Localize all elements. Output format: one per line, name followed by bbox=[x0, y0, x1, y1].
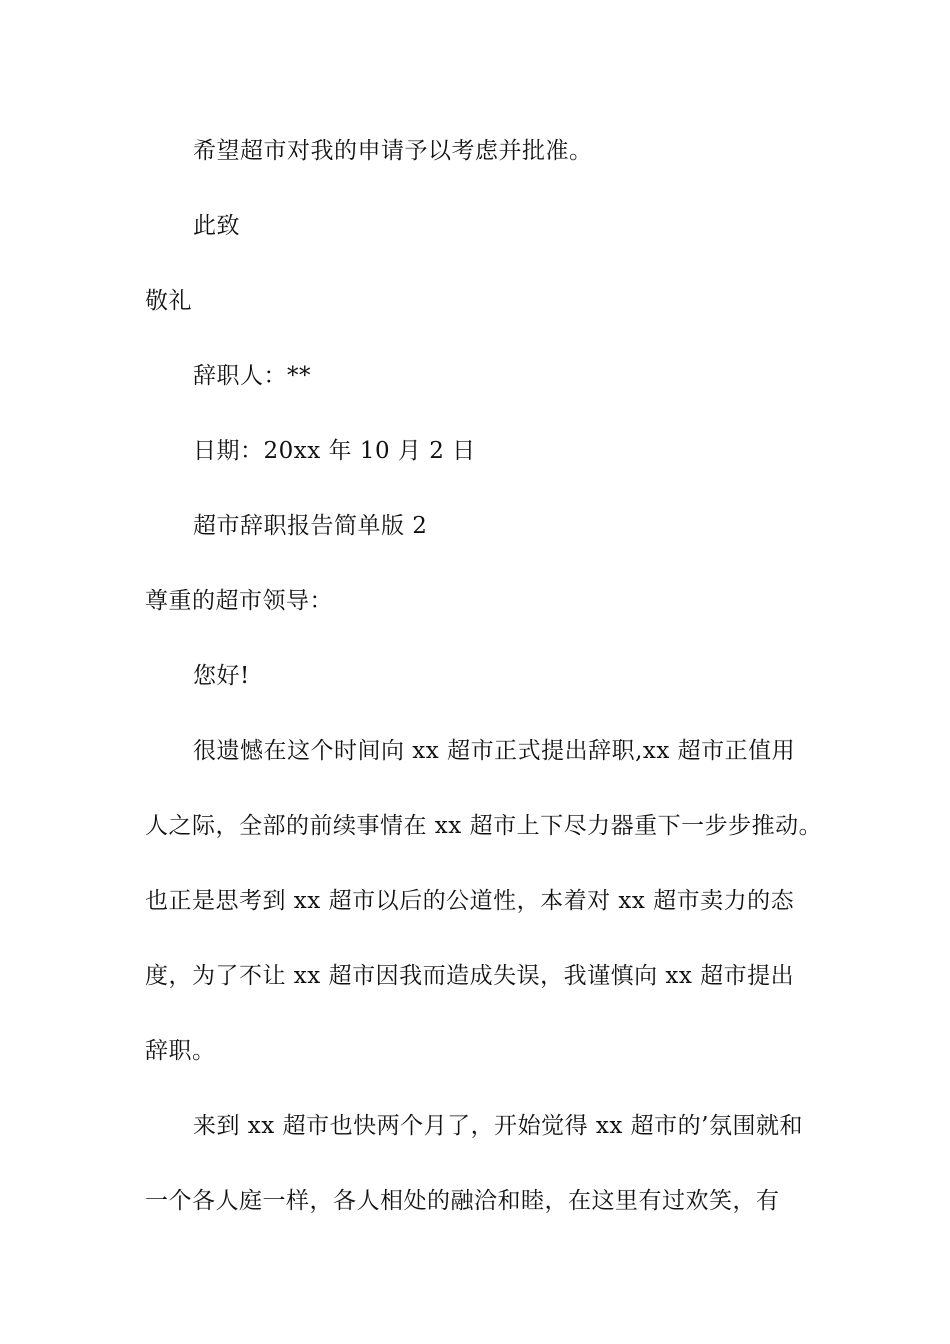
paragraph-line: 来到 xx 超市也快两个月了，开始觉得 xx 超市的’氛围就和 bbox=[193, 1113, 803, 1139]
date-line: 日期：20xx 年 10 月 2 日 bbox=[193, 438, 476, 464]
paragraph-line: 辞职。 bbox=[145, 1038, 216, 1064]
greeting-line: 您好! bbox=[193, 663, 250, 689]
greeting-line: 尊重的超市领导： bbox=[145, 588, 333, 614]
paragraph-line: 也正是思考到 xx 超市以后的公道性，本着对 xx 超市卖力的态 bbox=[145, 888, 795, 914]
paragraph-line: 希望超市对我的申请予以考虑并批准。 bbox=[193, 138, 593, 164]
paragraph-line: 一个各人庭一样，各人相处的融洽和睦，在这里有过欢笑，有 bbox=[145, 1188, 780, 1214]
paragraph-line: 度，为了不让 xx 超市因我而造成失误，我谨慎向 xx 超市提出 bbox=[145, 963, 795, 989]
paragraph-line: 人之际，全部的前续事情在 xx 超市上下尽力器重下一步步推动。 bbox=[145, 813, 823, 839]
salutation-line: 敬礼 bbox=[145, 288, 192, 314]
signer-line: 辞职人：** bbox=[193, 363, 311, 389]
salutation-line: 此致 bbox=[193, 213, 240, 239]
section-title: 超市辞职报告简单版 2 bbox=[193, 513, 428, 539]
paragraph-line: 很遗憾在这个时间向 xx 超市正式提出辞职,xx 超市正值用 bbox=[193, 738, 796, 764]
